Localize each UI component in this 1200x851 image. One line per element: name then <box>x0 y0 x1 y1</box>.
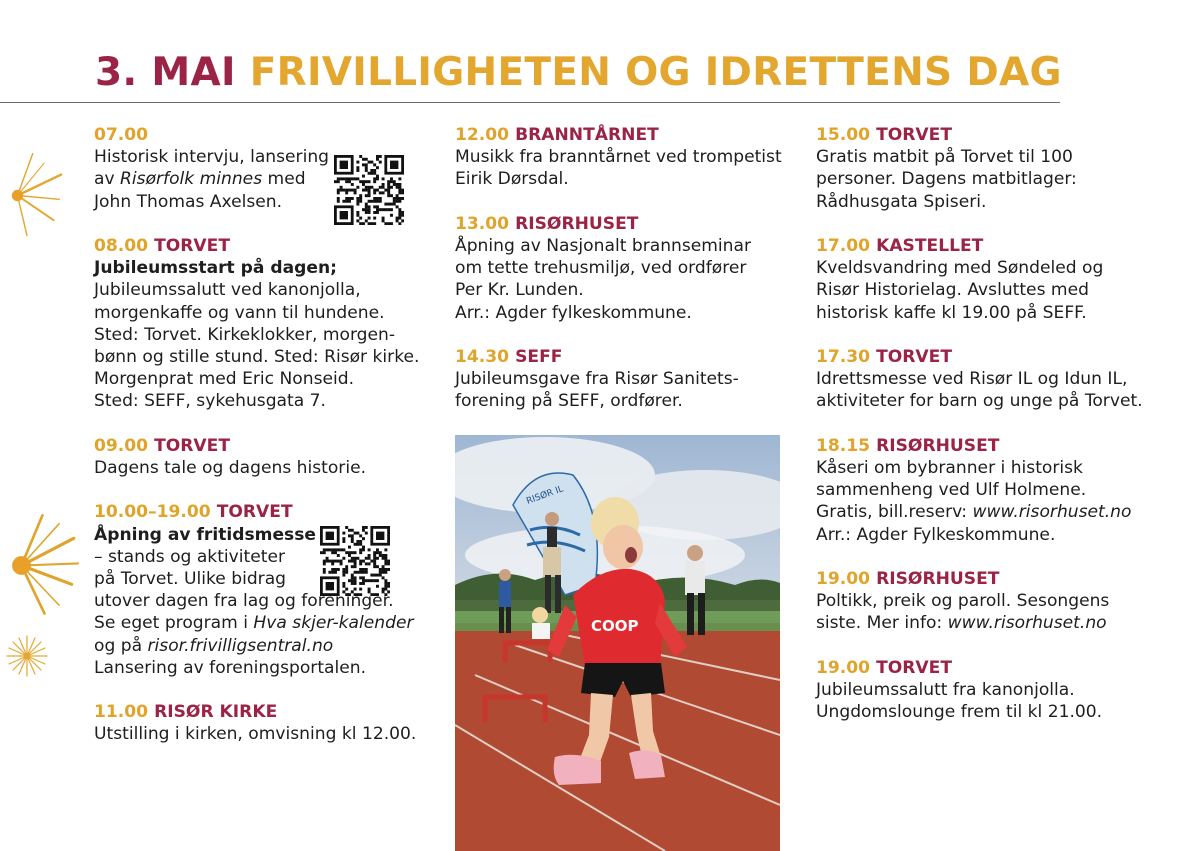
description-text: Ungdomslounge frem til kl 21.00. <box>816 702 1103 723</box>
event-time: 15.00 <box>816 125 871 145</box>
event-heading <box>816 235 1176 257</box>
svg-text:RISØR IL: RISØR IL <box>525 484 565 507</box>
event-time: 07.00 <box>94 125 149 145</box>
event-venue: RISØRHUSET <box>876 435 1000 456</box>
event-heading <box>94 501 434 523</box>
event-time: 17.00 <box>816 236 871 256</box>
event-venue: BRANNTÅRNET <box>515 125 659 145</box>
qr-code[interactable] <box>334 155 404 225</box>
event-description-line <box>816 191 1176 213</box>
reference-text: Hva skjer-kalender <box>253 613 414 634</box>
event-description-line <box>94 657 434 679</box>
event-description-line <box>816 390 1176 412</box>
description-text: Eirik Dørsdal. <box>455 169 569 190</box>
event-heading <box>455 346 785 368</box>
event-time: 14.30 <box>455 347 510 367</box>
event-heading <box>94 124 434 146</box>
event-description-line <box>94 346 434 368</box>
description-text: Sted: SEFF, sykehusgata 7. <box>94 391 326 412</box>
description-text: Musikk fra branntårnet ved trompetist <box>455 147 782 168</box>
description-text: Lansering av foreningsportalen. <box>94 657 367 678</box>
description-text: aktiviteter for barn og unge på Torvet. <box>816 391 1143 412</box>
event-heading <box>816 435 1176 457</box>
program-event <box>94 435 434 479</box>
event-description-line <box>455 235 785 257</box>
event-venue: RISØRHUSET <box>876 569 1000 589</box>
program-event <box>455 213 785 324</box>
event-description-line <box>816 501 1176 523</box>
description-text: Åpning av Nasjonalt brannseminar <box>455 236 752 256</box>
event-time: 17.30 <box>816 347 871 367</box>
description-text: personer. Dagens matbitlager: <box>816 169 1077 190</box>
program-event <box>94 501 434 679</box>
event-description-line <box>94 390 434 412</box>
sparkle-icon <box>0 148 65 243</box>
event-description-line <box>94 590 434 612</box>
event-description-line <box>816 524 1176 546</box>
program-event <box>816 568 1176 635</box>
description-text: Jubileumsstart på dagen; <box>94 258 337 279</box>
event-description-line <box>455 390 785 412</box>
event-description-line <box>94 457 434 479</box>
event-heading <box>455 213 785 235</box>
event-description-line <box>455 168 785 190</box>
event-description-line <box>94 279 434 301</box>
description-text: Per Kr. Lunden. <box>455 280 584 301</box>
description-text: Utstilling i kirken, omvisning kl 12.00. <box>94 724 417 745</box>
sparkle-icon <box>4 633 50 679</box>
description-text: Poltikk, preik og paroll. Sesongens <box>816 591 1110 612</box>
program-event <box>94 124 434 213</box>
description-text: Kåseri om bybranner i historisk <box>816 458 1083 478</box>
event-description-line <box>816 302 1176 324</box>
event-heading <box>94 235 434 257</box>
description-text: og på <box>94 635 148 656</box>
event-description-line <box>816 479 1176 501</box>
description-text: – stands og aktiviteter <box>94 546 285 567</box>
event-venue: RISØR KIRKE <box>154 702 278 723</box>
event-description-line <box>94 368 434 390</box>
event-description-line <box>94 723 434 745</box>
description-text: sammenheng ved Ulf Holmene. <box>816 480 1087 501</box>
program-column-1 <box>94 124 434 768</box>
description-text: Åpning av fritidsmesse <box>94 524 316 545</box>
description-text: Sted: Torvet. Kirkeklokker, morgen- <box>94 324 396 345</box>
description-text: på Torvet. Ulike bidrag <box>94 569 287 590</box>
event-time: 12.00 <box>455 125 510 145</box>
event-venue: TORVET <box>876 657 952 678</box>
program-event <box>816 435 1176 546</box>
event-description-line <box>816 701 1176 723</box>
description-text: Idrettsmesse ved Risør IL og Idun IL, <box>816 369 1128 390</box>
reference-text: risor.frivilligsentral.no <box>147 635 334 656</box>
program-event <box>816 657 1176 724</box>
event-heading <box>94 701 434 723</box>
event-time: 13.00 <box>455 213 510 234</box>
program-event <box>94 235 434 413</box>
description-text: Se eget program i <box>94 613 254 634</box>
program-event <box>816 346 1176 413</box>
event-venue: TORVET <box>154 435 230 456</box>
description-text: av <box>94 169 121 190</box>
event-heading <box>816 124 1176 146</box>
event-time: 19.00 <box>816 569 871 589</box>
sparkle-icon <box>0 508 79 623</box>
description-text: John Thomas Axelsen. <box>94 191 283 212</box>
qr-code[interactable] <box>320 526 390 596</box>
event-heading <box>455 124 785 146</box>
description-text: Arr.: Agder Fylkeskommune. <box>816 524 1056 545</box>
event-description-line <box>816 612 1176 634</box>
description-text: Rådhusgata Spiseri. <box>816 191 987 212</box>
event-heading <box>94 435 434 457</box>
event-description-line <box>816 168 1176 190</box>
event-time: 09.00 <box>94 435 149 456</box>
event-heading <box>816 568 1176 590</box>
event-description-line <box>816 257 1176 279</box>
description-text: forening på SEFF, ordfører. <box>455 391 683 412</box>
description-text: historisk kaffe kl 19.00 på SEFF. <box>816 302 1087 323</box>
program-column-2 <box>455 124 785 851</box>
event-description-line <box>94 635 434 657</box>
event-heading <box>816 657 1176 679</box>
title-number: 3. MAI <box>95 50 236 95</box>
event-venue: TORVET <box>154 236 230 256</box>
event-description-line <box>455 146 785 168</box>
event-description-line <box>816 590 1176 612</box>
event-description-line <box>94 257 434 279</box>
description-text: Jubileumssalutt fra kanonjolla. <box>816 680 1075 700</box>
event-description-line <box>816 279 1176 301</box>
title-divider <box>0 102 1060 103</box>
event-venue: SEFF <box>515 347 563 367</box>
event-photo <box>455 435 780 851</box>
description-text: om tette trehusmiljø, ved ordfører <box>455 258 747 279</box>
page-title <box>95 48 1062 98</box>
reference-text: www.risorhuset.no <box>947 613 1107 634</box>
event-venue: RISØRHUSET <box>515 213 639 234</box>
event-time: 11.00 <box>94 702 149 723</box>
description-text: siste. Mer info: <box>816 613 948 634</box>
event-venue: TORVET <box>876 125 952 145</box>
program-event <box>816 235 1176 324</box>
description-text: Jubileumssalutt ved kanonjolla, <box>94 280 361 301</box>
event-description-line <box>94 612 434 634</box>
description-text: Gratis matbit på Torvet til 100 <box>816 147 1073 168</box>
event-description-line <box>816 368 1176 390</box>
event-time: 19.00 <box>816 657 871 678</box>
title-text: FRIVILLIGHETEN OG IDRETTENS DAG <box>249 50 1062 95</box>
reference-text: www.risorhuset.no <box>972 502 1132 523</box>
description-text: morgenkaffe og vann til hundene. <box>94 302 385 323</box>
event-venue: KASTELLET <box>876 236 984 256</box>
event-venue: TORVET <box>216 502 293 523</box>
svg-text:COOP: COOP <box>591 616 639 635</box>
description-text: Historisk intervju, lansering <box>94 147 330 168</box>
event-description-line <box>816 679 1176 701</box>
description-text: Morgenprat med Eric Nonseid. <box>94 369 355 390</box>
program-event <box>816 124 1176 213</box>
event-description-line <box>455 279 785 301</box>
event-time: 10.00–19.00 <box>94 502 211 523</box>
event-description-line <box>455 368 785 390</box>
program-event <box>455 124 785 191</box>
event-description-line <box>94 324 434 346</box>
event-time: 18.15 <box>816 435 871 456</box>
description-text: Arr.: Agder fylkeskommune. <box>455 302 692 323</box>
program-event <box>94 701 434 745</box>
event-description-line <box>816 457 1176 479</box>
event-description-line <box>455 302 785 324</box>
description-text: bønn og stille stund. Sted: Risør kirke. <box>94 347 420 368</box>
event-description-line <box>816 146 1176 168</box>
event-description-line <box>455 257 785 279</box>
event-venue: TORVET <box>876 347 952 367</box>
event-description-line <box>94 302 434 324</box>
reference-text: Risørfolk minnes <box>120 169 263 190</box>
description-text: Risør Historielag. Avsluttes med <box>816 280 1089 301</box>
program-column-3 <box>816 124 1176 746</box>
description-text: Jubileumsgave fra Risør Sanitets- <box>455 369 739 390</box>
description-text: Kveldsvandring med Søndeled og <box>816 258 1104 279</box>
event-heading <box>816 346 1176 368</box>
description-text: Dagens tale og dagens historie. <box>94 458 367 479</box>
program-event <box>455 346 785 413</box>
description-text: med <box>262 169 306 190</box>
description-text: Gratis, bill.reserv: <box>816 502 973 523</box>
description-text: utover dagen fra lag og foreninger. <box>94 591 394 612</box>
event-time: 08.00 <box>94 236 149 256</box>
